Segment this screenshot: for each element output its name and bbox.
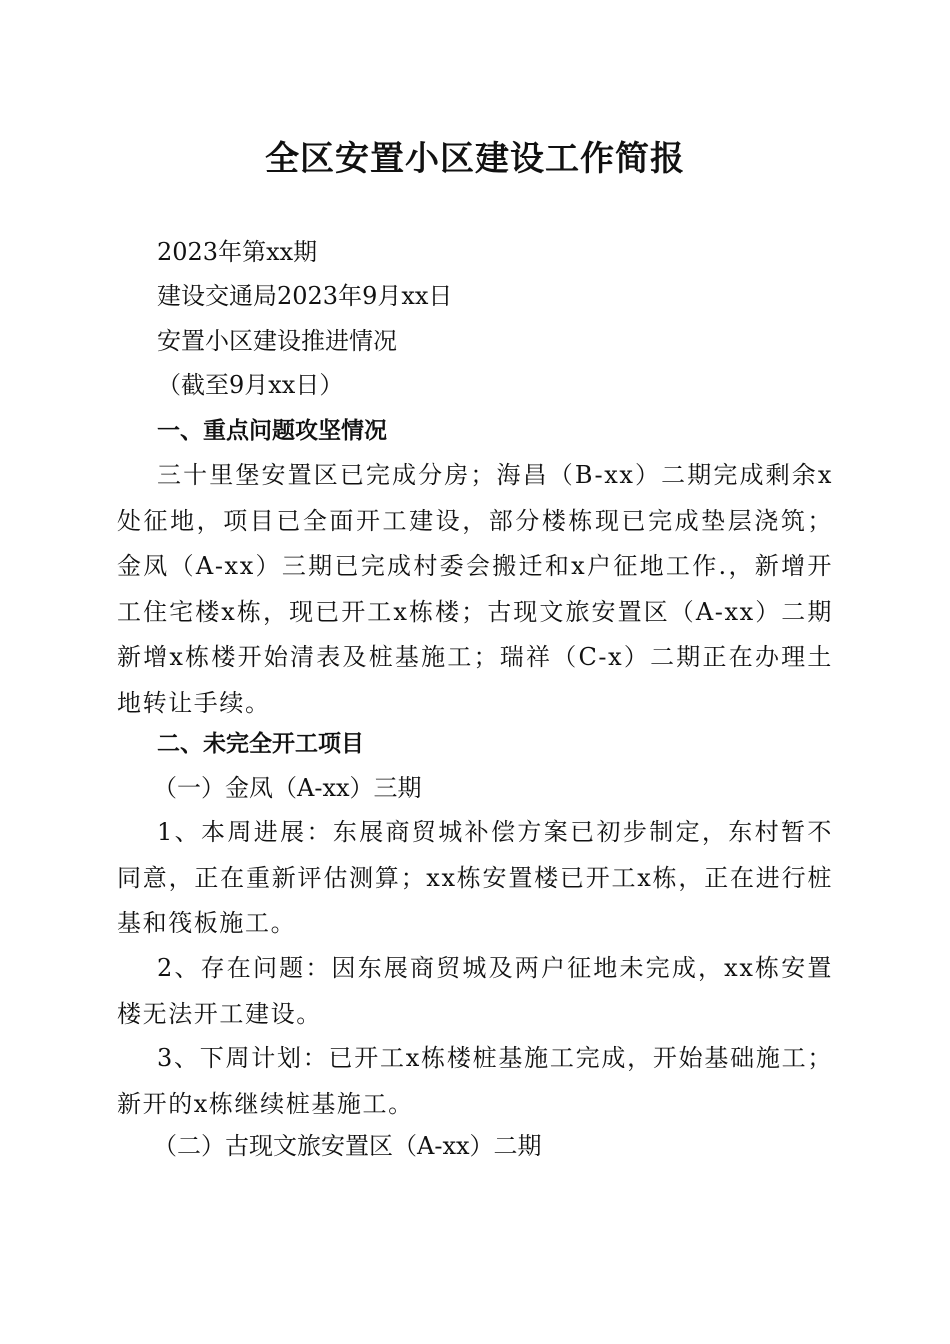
document-title: 全区安置小区建设工作简报 [265,139,685,179]
section-2-heading: 二、未完全开工项目 [157,731,364,757]
issue-number: 2023年第xx期 [157,238,318,266]
plan-item: 3、下周计划：已开工x栋楼桩基施工完成，开始基础施工；新开的x栋继续桩基施工。 [117,1044,833,1118]
issuer-date: 建设交通局2023年9月xx日 [157,282,453,310]
progress-item: 1、本周进展：东展商贸城补偿方案已初步制定，东村暂不同意，正在重新评估测算；xx栋安置楼已开工x栋，正在进行桩基和筏板施工。 [117,818,833,937]
problem-item: 2、存在问题：因东展商贸城及两户征地未完成，xx栋安置楼无法开工建设。 [117,954,833,1028]
section-1-heading: 一、重点问题攻坚情况 [157,418,387,444]
subsection-2-heading: （二）古现文旅安置区（A-xx）二期 [153,1132,542,1160]
as-of-date: （截至9月xx日） [157,371,344,399]
subsection-1-heading: （一）金凤（A-xx）三期 [153,774,422,802]
report-subtitle: 安置小区建设推进情况 [157,327,397,355]
section-1-body: 三十里堡安置区已完成分房；海昌（B-xx）二期完成剩余x处征地，项目已全面开工建设，部分楼栋现已完成垫层浇筑；金凤（A-xx）三期已完成村委会搬迁和x户征地工作.，新增开工住宅楼x栋，现已开工x栋楼；古现文旅安置区（A-xx）二期新增x栋楼开始清表及桩基施工；瑞祥（C-x）二期正在办理土地转让手续。 [117,461,833,717]
